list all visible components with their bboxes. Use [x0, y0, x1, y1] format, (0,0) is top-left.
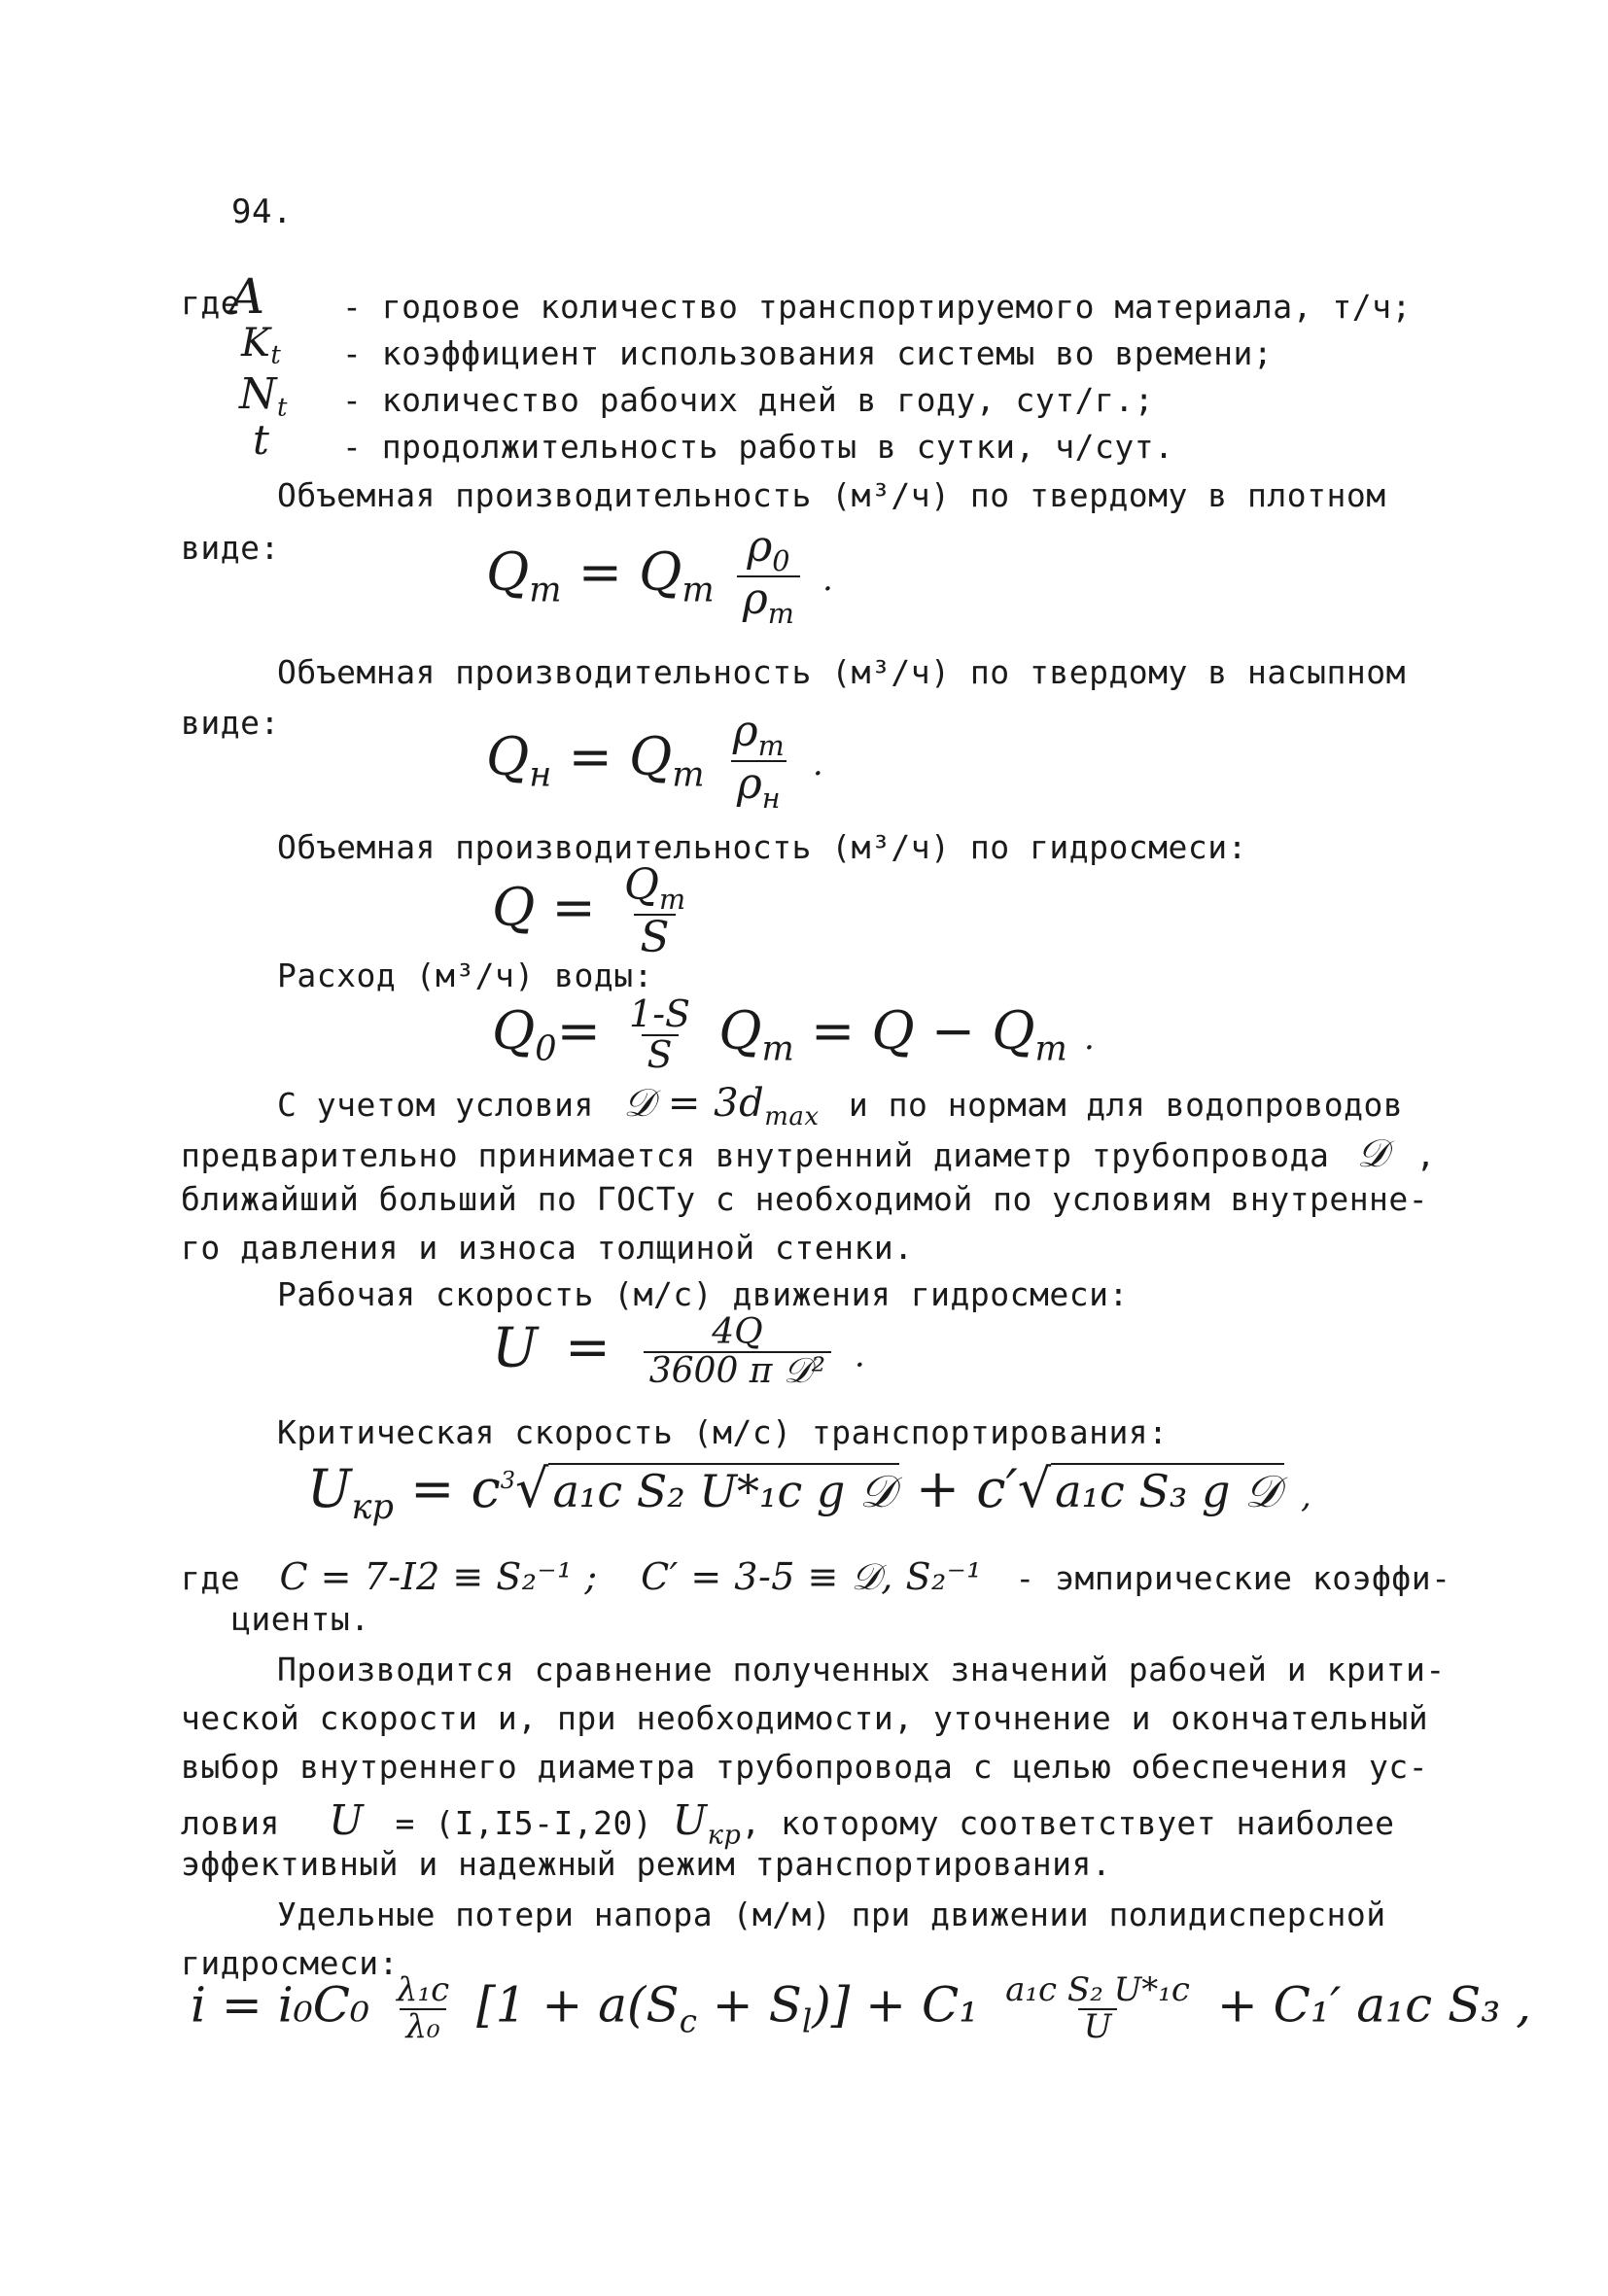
legend-text: - годовое количество транспортируемого материала, т/ч; — [342, 288, 1412, 326]
paragraph-text: Объемная производительность (м³/ч) по гидросмеси: — [277, 828, 1248, 866]
paragraph-text: виде: — [181, 529, 280, 567]
paragraph-text: Удельные потери напора (м/м) при движении полидисперсной — [277, 1896, 1386, 1933]
legend-symbol: A — [229, 268, 265, 325]
paragraph-text: Производится сравнение полученных значений рабочей и крити- — [277, 1651, 1446, 1688]
paragraph-text: Критическая скорость (м/с) транспортирования: — [277, 1413, 1169, 1451]
paragraph-line: предварительно принимается внутренний диаметр трубопровода 𝒟 , — [181, 1131, 1436, 1176]
formula-q0: $Q_0=$ $\frac{1-S}{S}$ $Q_т = Q - Q_т$ . — [492, 992, 1095, 1076]
legend-where-label: где — [181, 284, 241, 322]
legend-item-n: $N_t$ — [239, 369, 288, 423]
legend-item-a — [229, 268, 265, 325]
paragraph-text: Рабочая скорость (м/с) движения гидросмеси: — [277, 1275, 1129, 1313]
paragraph-text: циенты. — [231, 1600, 370, 1638]
paragraph-text: ближайший больший по ГОСТу с необходимой по условиям внутренне- — [181, 1180, 1429, 1218]
formula-ukr: $U_{кр} = c^3√a_1c$ S₂ U*₁c g 𝒟 + c′√a₁c S₃ g 𝒟 , — [307, 1458, 1311, 1527]
formula-qt: $Q_т = Q_m$ $\frac{\rho_0}{\rho_т}$ . — [486, 522, 833, 630]
legend-text: - количество рабочих дней в году, сут/г.; — [342, 381, 1155, 419]
paragraph-text: Объемная производительность (м³/ч) по твердому в насыпном — [277, 653, 1406, 691]
where2-line: где C = 7-I2 ≡ S₂⁻¹ ; C′ = 3-5 ≡ 𝒟, S₂⁻¹ - эмпирические коэффи- — [181, 1555, 1451, 1598]
paragraph-text: Расход (м³/ч) воды: — [277, 957, 653, 994]
paragraph-text: виде: — [181, 704, 280, 742]
formula-q: Q = $\frac{Q_т}{S}$ — [492, 860, 686, 962]
legend-item-t: t — [253, 416, 270, 464]
legend-text: - коэффициент использования системы во времени; — [342, 334, 1274, 372]
legend-text: - продолжительность работы в сутки, ч/сут. — [342, 428, 1174, 466]
page-number: 94. — [231, 192, 293, 231]
paragraph-text: ческой скорости и, при необходимости, уточнение и окончательный — [181, 1699, 1429, 1737]
formula-u: U = $\frac{4Q}{\text{3600 π 𝒟²}}$ . — [492, 1312, 865, 1391]
formula-i: i = i₀C₀ $\frac{\text{λ₁c}}{\text{λ₀}}$ $[1 + a(S_c + S_l)] + C_1$ $\frac{\text{a₁c S₂ U*₁c}}{U}$ + C₁′ a₁c S₃ , — [191, 1970, 1532, 2046]
paragraph-line: ловия U = (I,I5-I,20) $U_{кр}$, которому соответствует наиболее — [181, 1796, 1395, 1851]
formula-qh: $Q_н = Q_т$ $\frac{\rho_т}{\rho_н}$ . — [486, 707, 823, 815]
paragraph-line: С учетом условия 𝒟 = $3d_{max}$ и по нормам для водопроводов — [277, 1081, 1404, 1131]
paragraph-text: го давления и износа толщиной стенки. — [181, 1229, 914, 1267]
paragraph-text: эффективный и надежный режим транспортирования. — [181, 1845, 1112, 1883]
paragraph-text: Объемная производительность (м³/ч) по твердому в плотном — [277, 476, 1386, 514]
legend-item-k: $K_t$ — [241, 321, 282, 370]
paragraph-text: выбор внутреннего диаметра трубопровода с целью обеспечения ус- — [181, 1748, 1429, 1786]
paragraph-text: гидросмеси: — [181, 1944, 400, 1982]
